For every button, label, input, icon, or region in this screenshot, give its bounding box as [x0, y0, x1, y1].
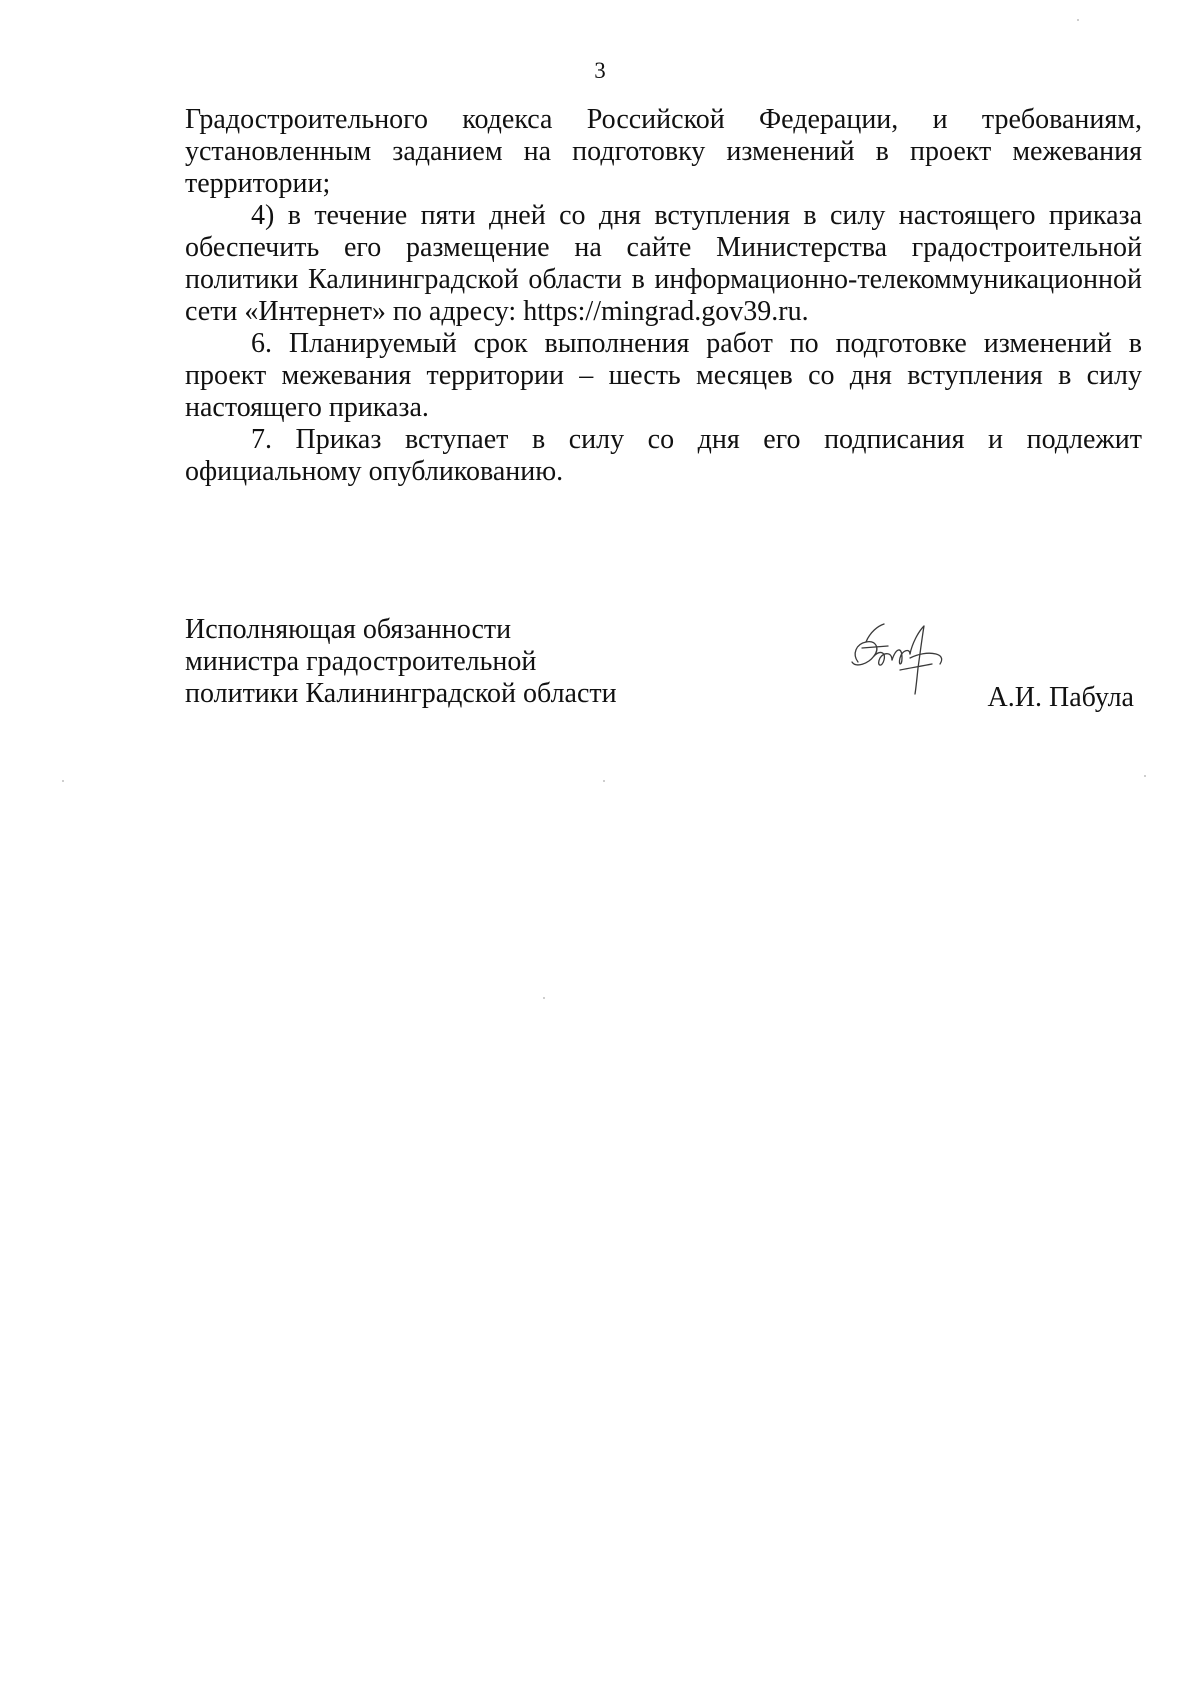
- signer-position-line: министра градостроительной: [185, 646, 537, 677]
- scan-speck: [1144, 775, 1146, 777]
- paragraph-continuation: Градостроительного кодекса Российской Федерации, и требованиям, установленным заданием на подготовку изменений в проект межевания территории;: [185, 104, 1142, 199]
- scan-speck: [543, 997, 545, 999]
- signer-position-line: политики Калининградской области: [185, 678, 617, 709]
- scan-speck: [603, 780, 605, 782]
- paragraph-item-4: 4) в течение пяти дней со дня вступления в силу настоящего приказа обеспечить его размещение на сайте Министерства градостроительной политики Калининградской области в информационно-телекоммуникационной сети «Интернет» по адресу: https://mingrad.gov39.ru.: [185, 200, 1142, 327]
- signer-name: А.И. Пабула: [987, 682, 1134, 713]
- handwritten-signature: [840, 618, 960, 698]
- scan-speck: [1077, 19, 1079, 21]
- signer-position-line: Исполняющая обязанности: [185, 614, 512, 645]
- signature-block: [185, 614, 1145, 724]
- paragraph-item-7: 7. Приказ вступает в силу со дня его подписания и подлежит официальному опубликованию.: [185, 424, 1142, 487]
- signer-position: [185, 614, 617, 710]
- scan-speck: [62, 780, 64, 782]
- document-body: [185, 104, 1142, 488]
- page-number: 3: [594, 58, 606, 83]
- paragraph-item-6: 6. Планируемый срок выполнения работ по подготовке изменений в проект межевания территории – шесть месяцев со дня вступления в силу настоящего приказа.: [185, 328, 1142, 423]
